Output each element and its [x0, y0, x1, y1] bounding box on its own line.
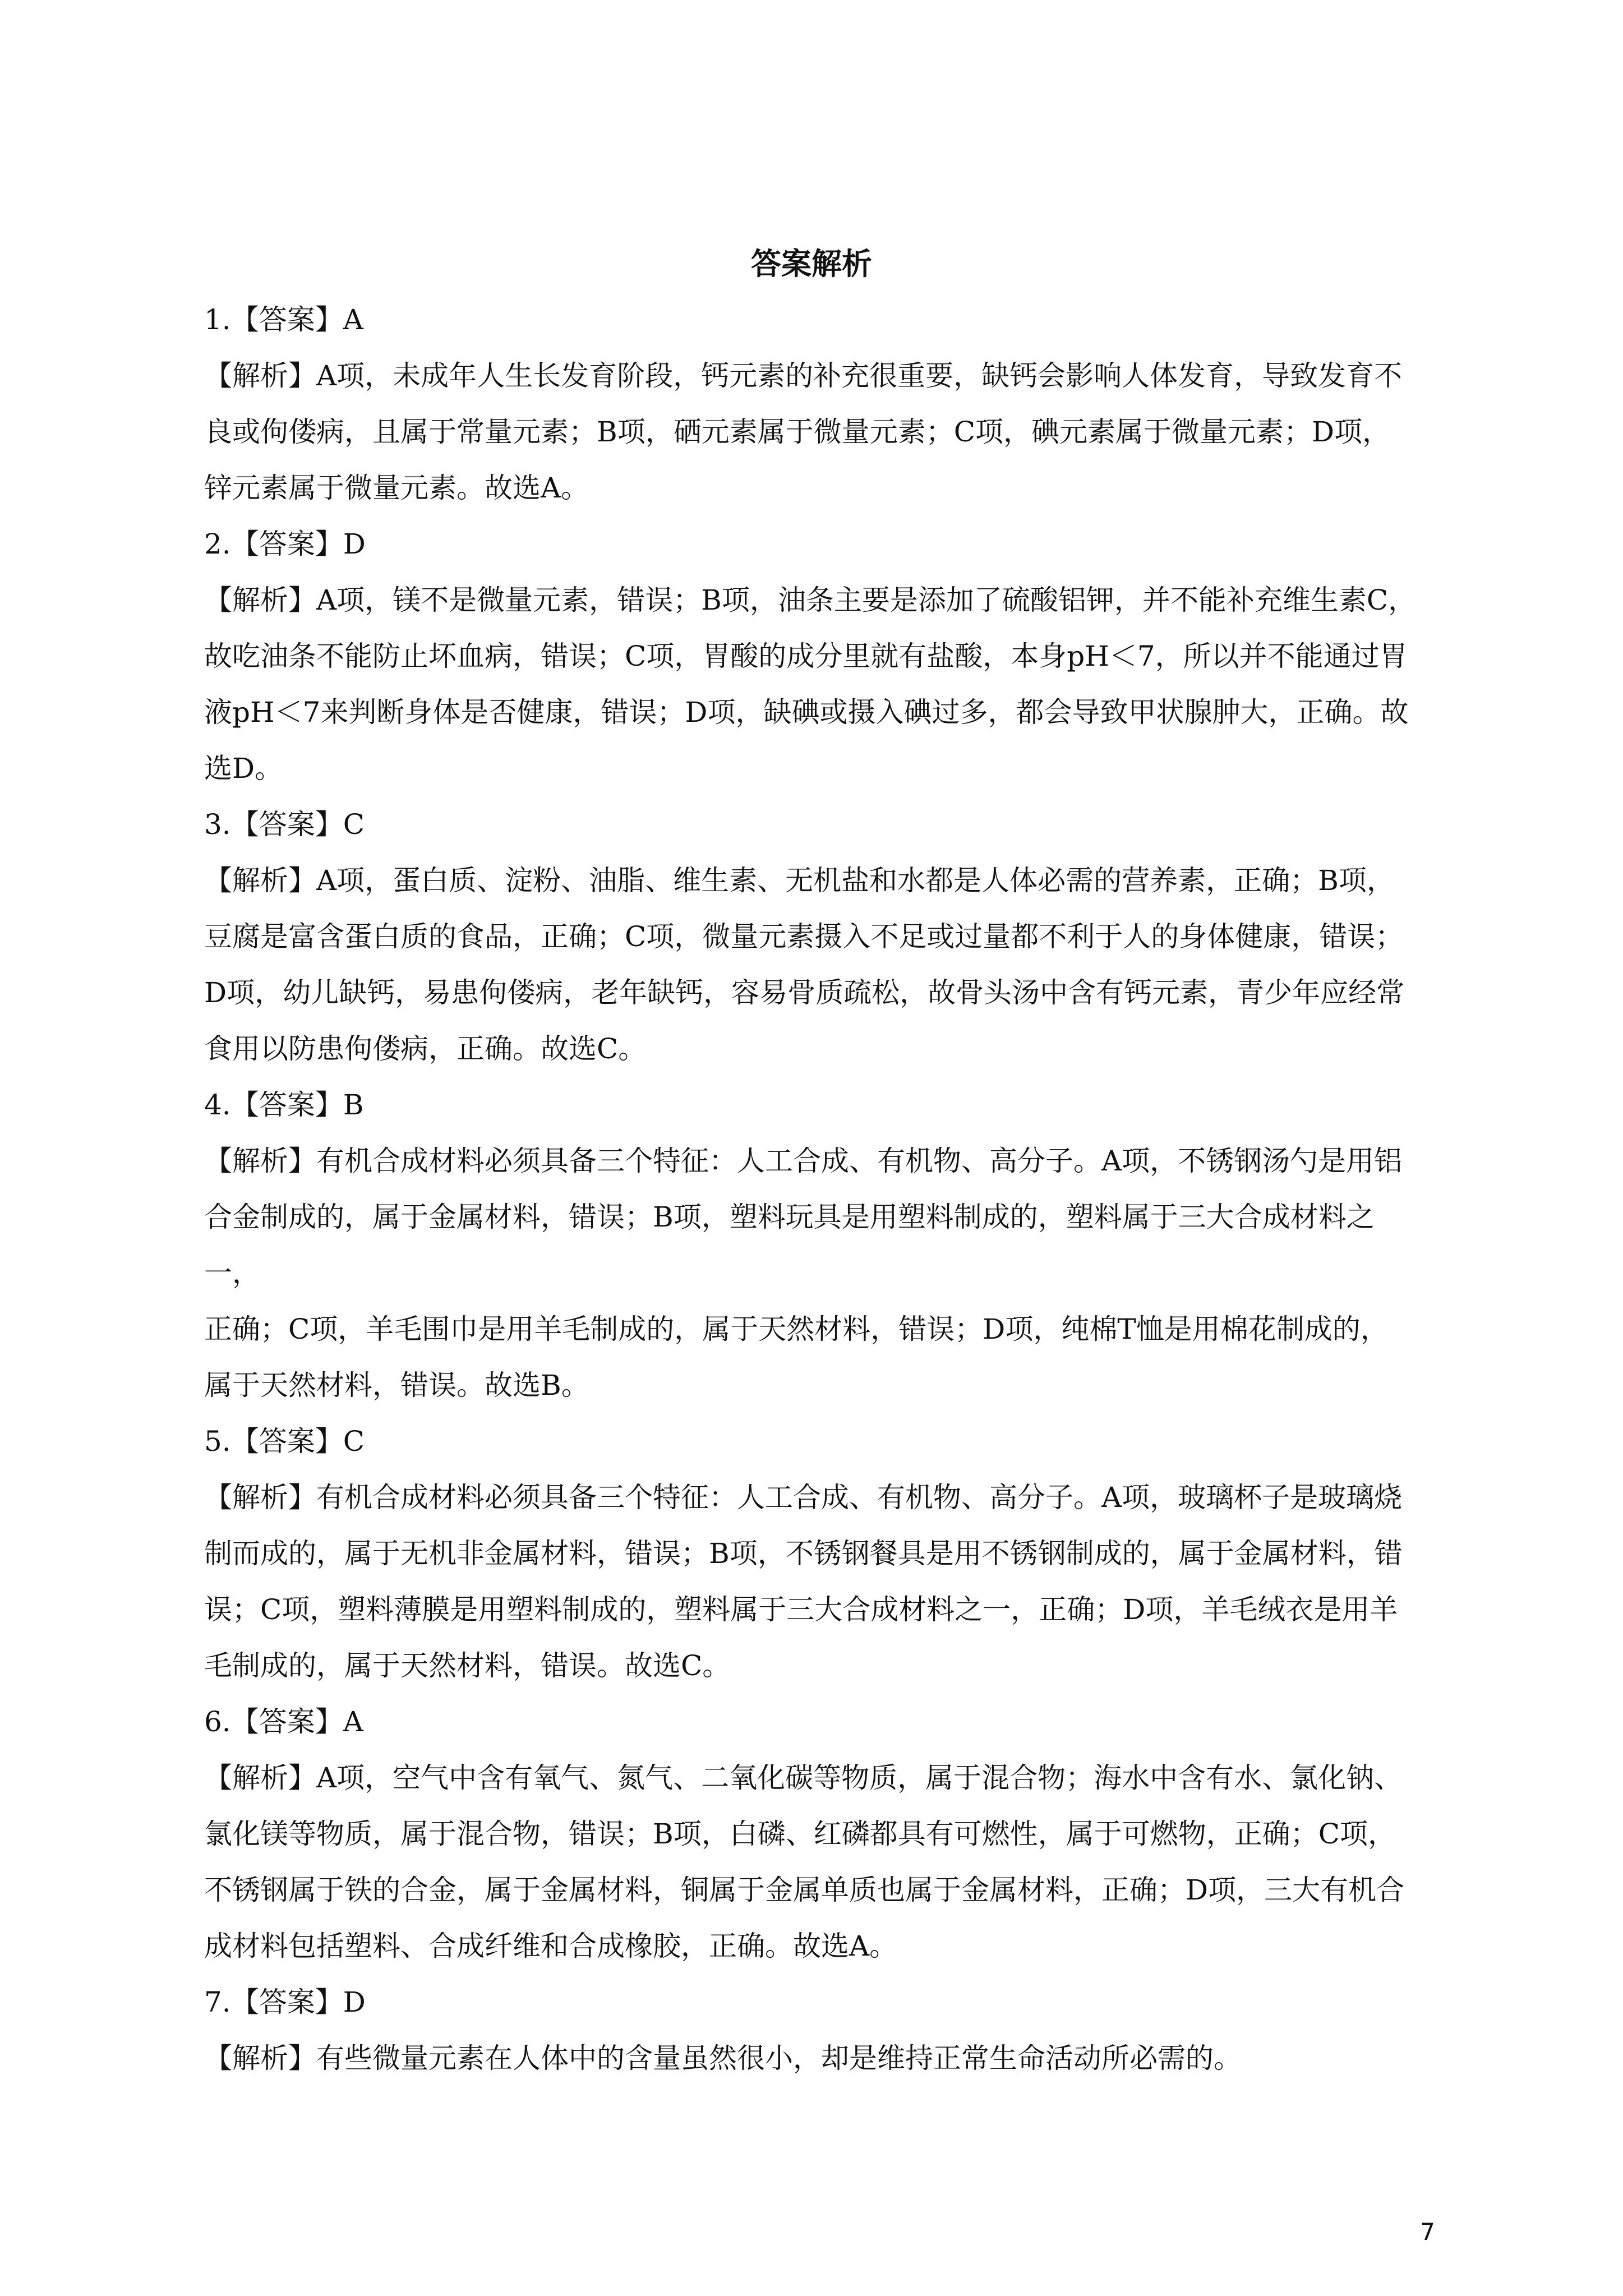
analysis-line: 故吃油条不能防止坏血病，错误；C项，胃酸的成分里就有盐酸，本身pH＜7，所以并不能通过胃 [204, 640, 1408, 672]
answer-line: 2.【答案】D [204, 528, 366, 560]
analysis-line: 【解析】有些微量元素在人体中的含量虽然很小，却是维持正常生命活动所必需的。 [204, 2042, 1242, 2074]
answer-line: 6.【答案】A [204, 1705, 363, 1738]
analysis-line: 选D。 [204, 752, 283, 785]
answer-line: 7.【答案】D [204, 1986, 366, 2018]
answer-line: 5.【答案】C [204, 1425, 365, 1458]
analysis-line: 液pH＜7来判断身体是否健康，错误；D项，缺碘或摄入碘过多，都会导致甲状腺肿大，正确。故 [204, 696, 1409, 729]
analysis-line: 【解析】A项，蛋白质、淀粉、油脂、维生素、无机盐和水都是人体必需的营养素，正确；B项， [204, 864, 1395, 897]
analysis-line: 【解析】有机合成材料必须具备三个特征：人工合成、有机物、高分子。A项，玻璃杯子是玻璃烧 [204, 1481, 1403, 1514]
analysis-line: 不锈钢属于铁的合金，属于金属材料，铜属于金属单质也属于金属材料，正确；D项，三大有机合 [204, 1874, 1405, 1906]
analysis-line: 正确；C项，羊毛围巾是用羊毛制成的，属于天然材料，错误；D项，纯棉T恤是用棉花制成的， [204, 1313, 1389, 1345]
answer-line: 3.【答案】C [204, 808, 365, 841]
page-title: 答案解析 [751, 246, 872, 282]
analysis-line: 【解析】A项，未成年人生长发育阶段，钙元素的补充很重要，缺钙会影响人体发育，导致发育不 [204, 359, 1403, 392]
analysis-line: 食用以防患佝偻病，正确。故选C。 [204, 1032, 647, 1065]
analysis-line: 锌元素属于微量元素。故选A。 [204, 472, 589, 504]
answer-analysis-body [204, 292, 1421, 2086]
analysis-line: D项，幼儿缺钙，易患佝偻病，老年缺钙，容易骨质疏松，故骨头汤中含有钙元素，青少年应经常 [204, 976, 1405, 1009]
analysis-line: 【解析】A项，空气中含有氧气、氮气、二氧化碳等物质，属于混合物；海水中含有水、氯化钠、 [204, 1762, 1403, 1794]
analysis-line: 制而成的，属于无机非金属材料，错误；B项，不锈钢餐具是用不锈钢制成的，属于金属材料，错 [204, 1537, 1403, 1570]
analysis-line: 成材料包括塑料、合成纤维和合成橡胶，正确。故选A。 [204, 1930, 898, 1962]
analysis-line: 毛制成的，属于天然材料，错误。故选C。 [204, 1649, 731, 1682]
answer-line: 1.【答案】A [204, 303, 363, 336]
analysis-line: 合金制成的，属于金属材料，错误；B项，塑料玩具是用塑料制成的，塑料属于三大合成材料之一， [204, 1201, 1375, 1289]
analysis-line: 豆腐是富含蛋白质的食品，正确；C项，微量元素摄入不足或过量都不利于人的身体健康，错误； [204, 920, 1404, 953]
analysis-line: 【解析】A项，镁不是微量元素，错误；B项，油条主要是添加了硫酸铝钾，并不能补充维生素C， [204, 584, 1417, 616]
analysis-line: 氯化镁等物质，属于混合物，错误；B项，白磷、红磷都具有可燃性，属于可燃物，正确；C项， [204, 1818, 1396, 1850]
answer-line: 4.【答案】B [204, 1089, 364, 1121]
analysis-line: 属于天然材料，错误。故选B。 [204, 1369, 589, 1401]
analysis-line: 误；C项，塑料薄膜是用塑料制成的，塑料属于三大合成材料之一，正确；D项，羊毛绒衣是用羊 [204, 1593, 1398, 1626]
analysis-line: 【解析】有机合成材料必须具备三个特征：人工合成、有机物、高分子。A项，不锈钢汤勺是用铝 [204, 1145, 1403, 1177]
page-number: 7 [1420, 2218, 1435, 2246]
analysis-line: 良或佝偻病，且属于常量元素；B项，硒元素属于微量元素；C项，碘元素属于微量元素；D项， [204, 416, 1391, 448]
